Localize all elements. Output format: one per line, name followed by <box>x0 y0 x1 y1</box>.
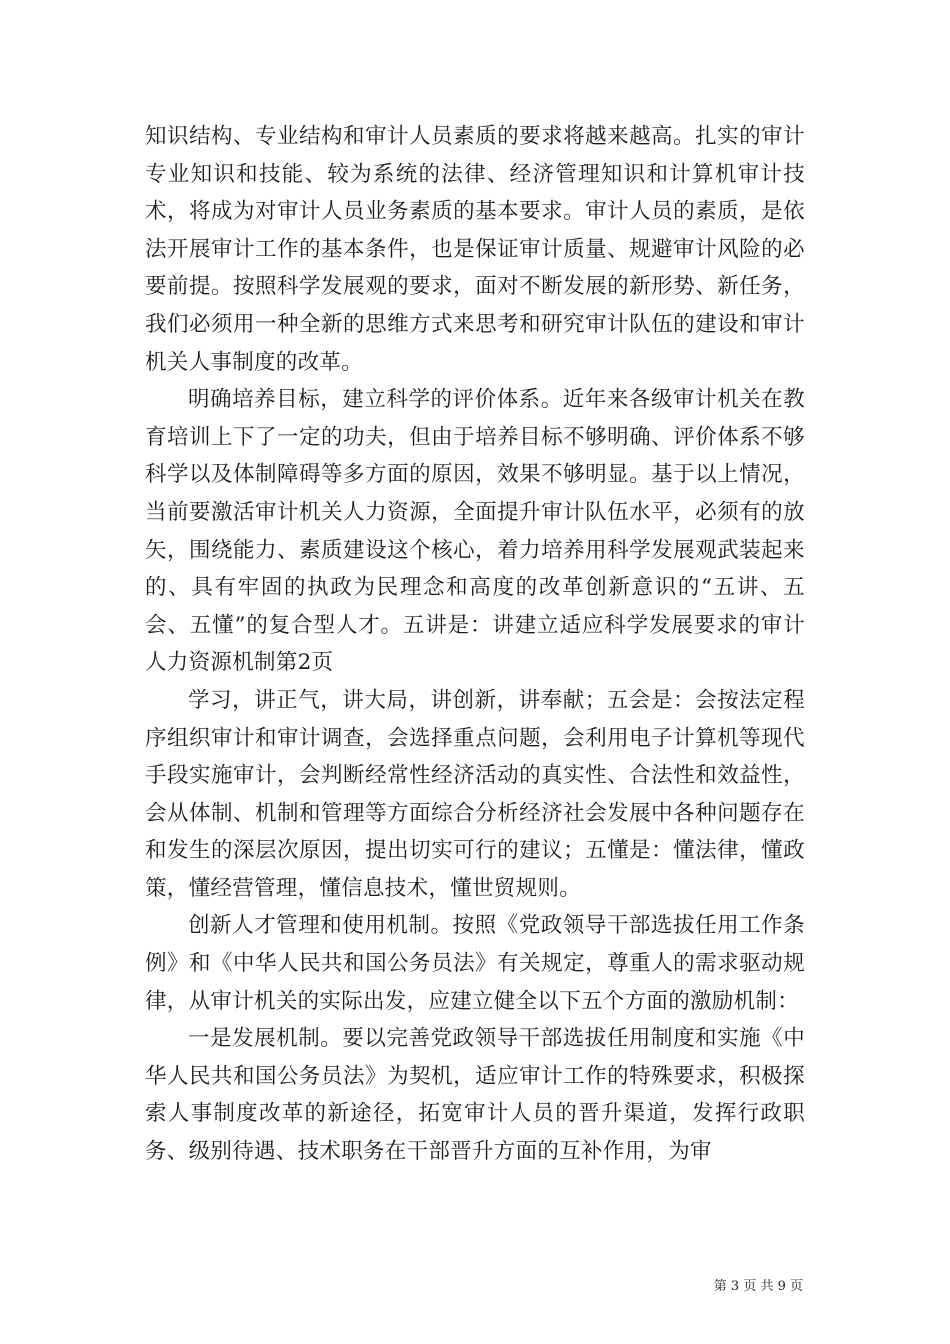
paragraph-5: 一是发展机制。要以完善党政领导干部选拔任用制度和实施《中华人民共和国公务员法》为契机，适应审计工作的特殊要求，积极探索人事制度改革的新途径，拓宽审计人员的晋升渠道，发挥行政职务、级别待遇、技术职务在干部晋升方面的互补作用，为审 <box>145 1026 805 1165</box>
paragraph-2: 明确培养目标，建立科学的评价体系。近年来各级审计机关在教育培训上下了一定的功夫，但由于培养目标不够明确、评价体系不够科学以及体制障碍等多方面的原因，效果不够明显。基于以上情况，当前要激活审计机关人力资源，全面提升审计队伍水平，必须有的放矢，围绕能力、素质建设这个核心，着力培养用科学发展观武装起来的、具有牢固的执政为民理念和高度的改革创新意识的“五讲、五会、五懂”的复合型人才。五讲是：讲建立适应科学发展要求的审计人力资源机制第2页 <box>145 387 805 676</box>
paragraph-1: 知识结构、专业结构和审计人员素质的要求将越来越高。扎实的审计专业知识和技能、较为系统的法律、经济管理知识和计算机审计技术，将成为对审计人员业务素质的基本要求。审计人员的素质，是依法开展审计工作的基本条件，也是保证审计质量、规避审计风险的必要前提。按照科学发展观的要求，面对不断发展的新形势、新任务，我们必须用一种全新的思维方式来思考和研究审计队伍的建设和审计机关人事制度的改革。 <box>145 124 805 375</box>
paragraph-4: 创新人才管理和使用机制。按照《党政领导干部选拔任用工作条例》和《中华人民共和国公务员法》有关规定，尊重人的需求驱动规律，从审计机关的实际出发，应建立健全以下五个方面的激励机制： <box>145 913 805 1014</box>
document-body <box>145 118 805 1171</box>
page-number-footer: 第 3 页 共 9 页 <box>713 1279 803 1294</box>
paragraph-3: 学习，讲正气，讲大局，讲创新，讲奉献；五会是：会按法定程序组织审计和审计调查，会选择重点问题，会利用电子计算机等现代手段实施审计，会判断经常性经济活动的真实性、合法性和效益性，会从体制、机制和管理等方面综合分析经济社会发展中各种问题存在和发生的深层次原因，提出切实可行的建议；五懂是：懂法律，懂政策，懂经营管理，懂信息技术，懂世贸规则。 <box>145 687 805 901</box>
